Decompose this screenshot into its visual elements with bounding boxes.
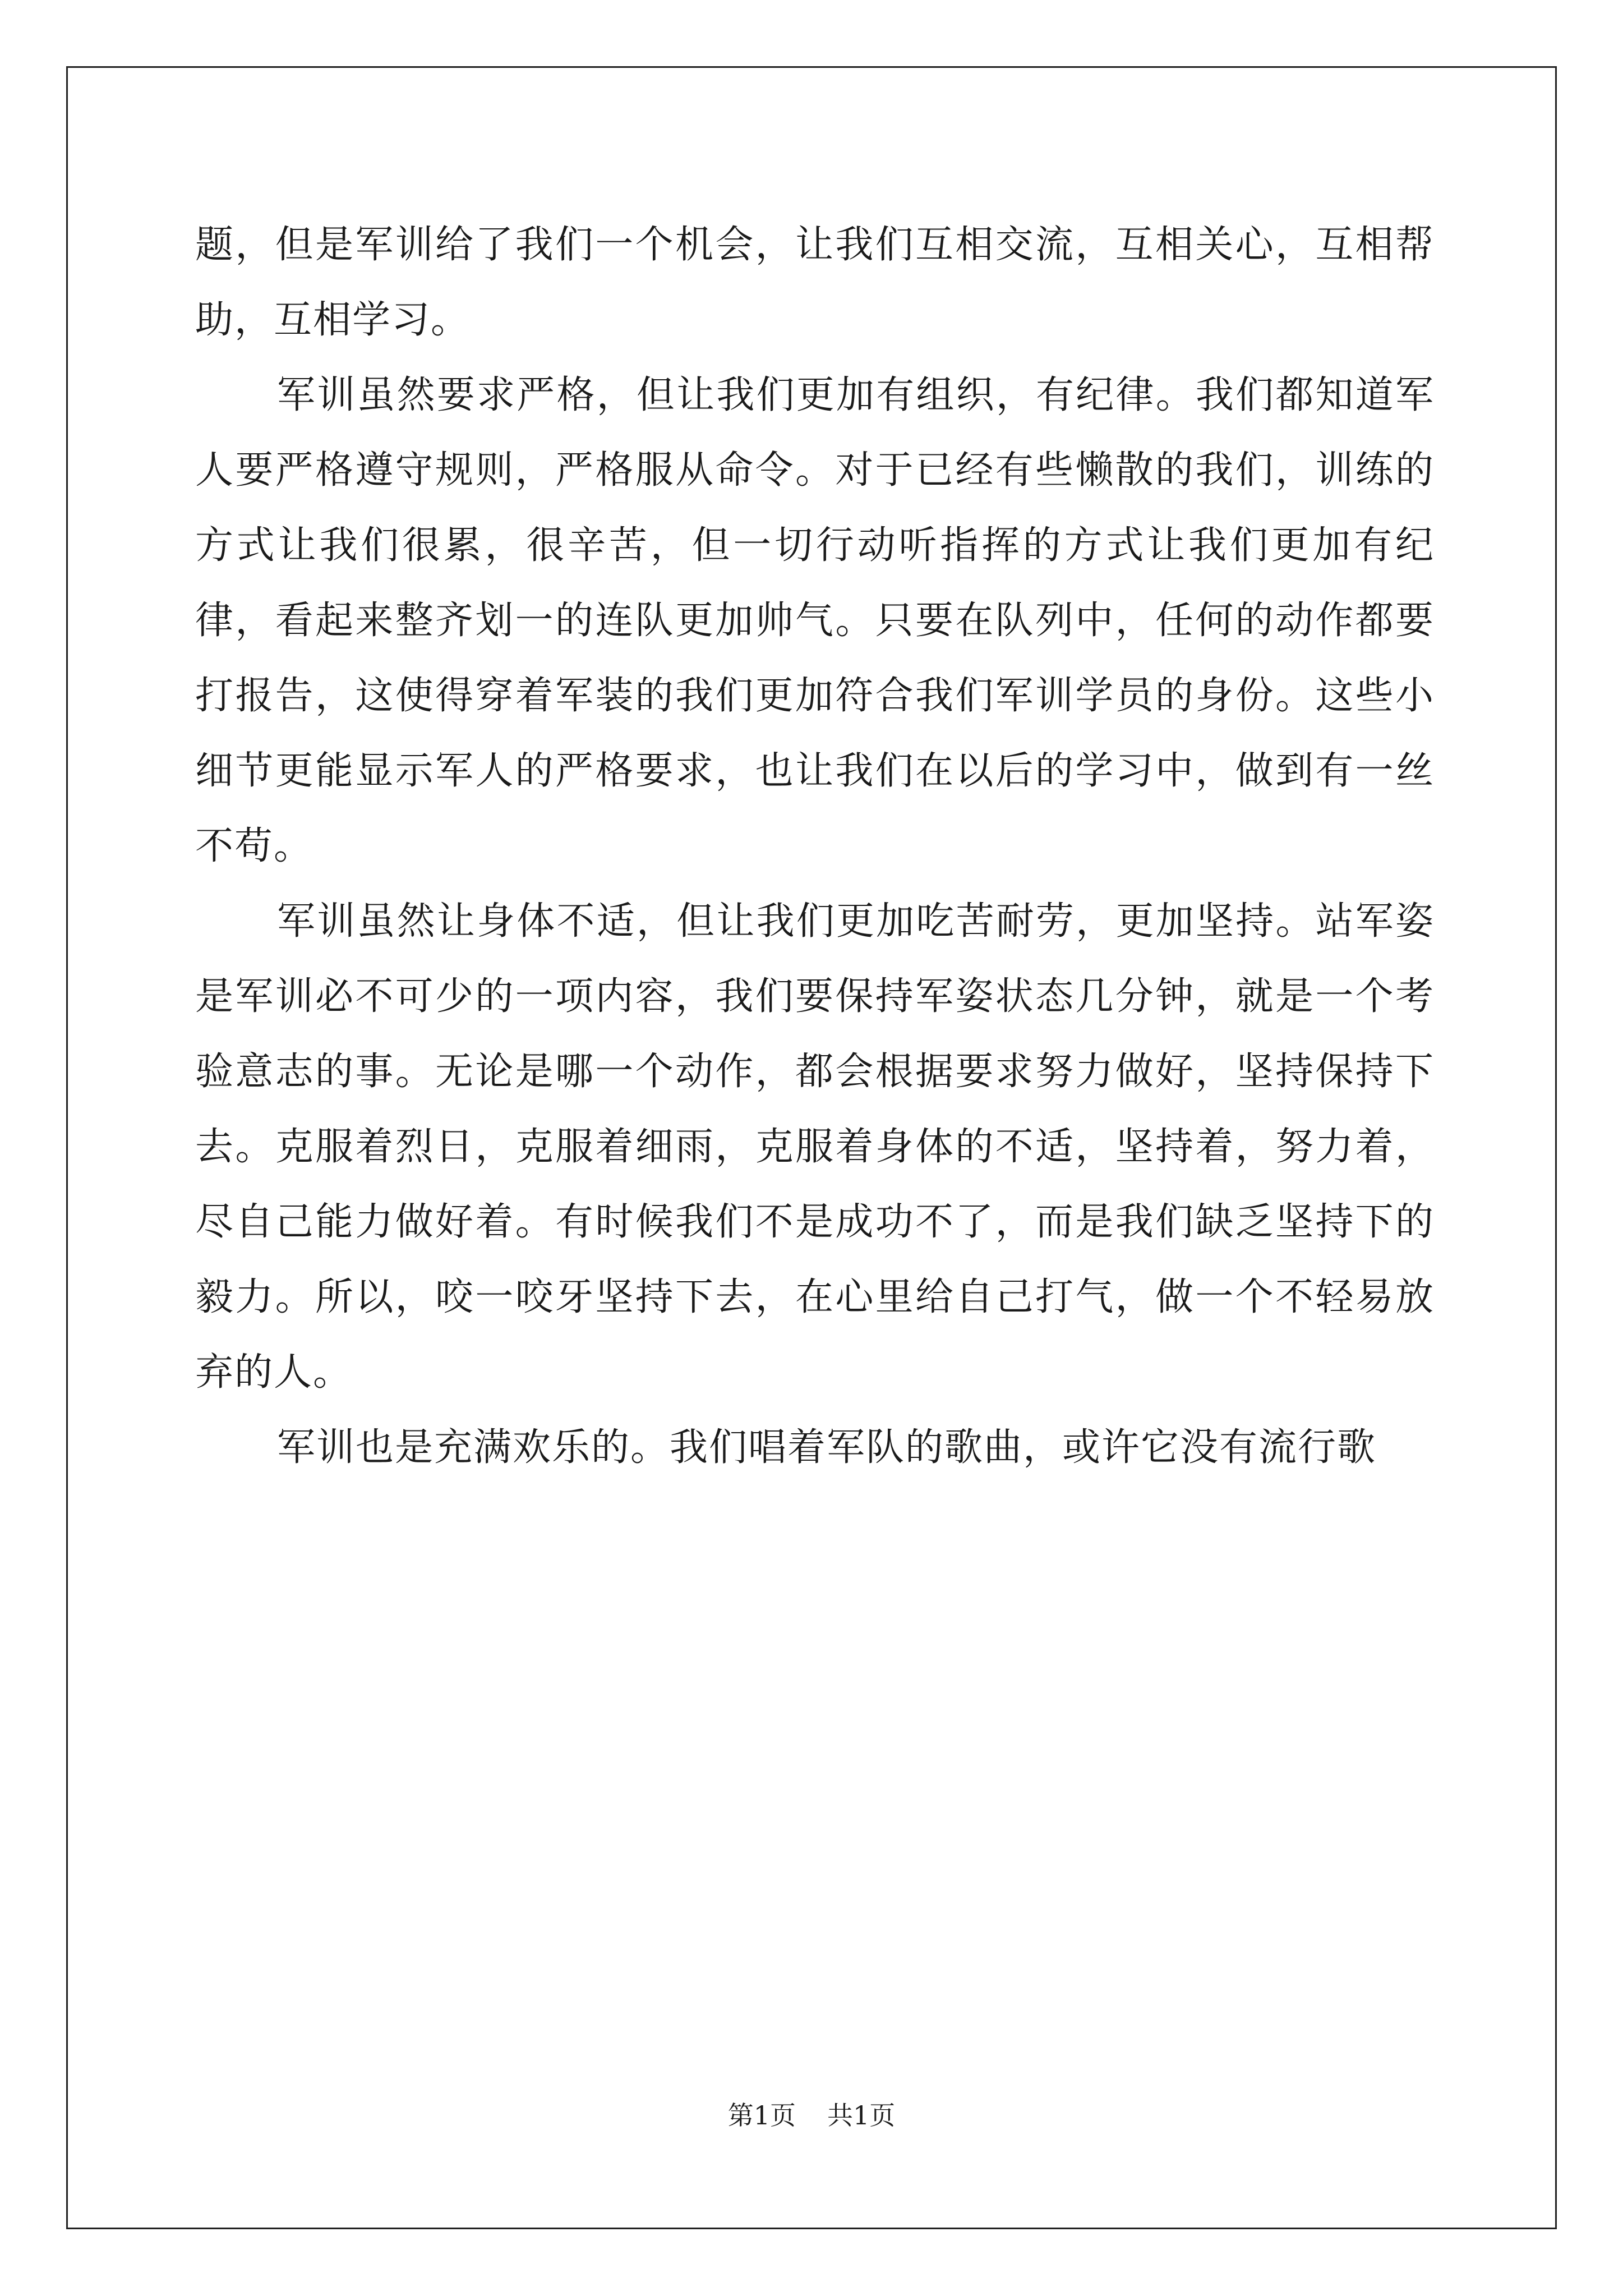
- page-footer: [0, 2095, 1623, 2132]
- paragraph-discipline: 军训虽然要求严格，但让我们更加有组织，有纪律。我们都知道军人要严格遵守规则，严格服从命令。对于已经有些懒散的我们，训练的方式让我们很累，很辛苦，但一切行动听指挥的方式让我们更加有纪律，看起来整齐划一的连队更加帅气。只要在队列中，任何的动作都要打报告，这使得穿着军装的我们更加符合我们军训学员的身份。这些小细节更能显示军人的严格要求，也让我们在以后的学习中，做到有一丝不苟。: [195, 373, 1435, 868]
- paragraph-joy: 军训也是充满欢乐的。我们唱着军队的歌曲，或许它没有流行歌: [277, 1425, 1377, 1470]
- paragraph-perseverance: 军训虽然让身体不适，但让我们更加吃苦耐劳，更加坚持。站军姿是军训必不可少的一项内容，我们要保持军姿状态几分钟，就是一个考验意志的事。无论是哪一个动作，都会根据要求努力做好，坚持保持下去。克服着烈日，克服着细雨，克服着身体的不适，坚持着，努力着，尽自己能力做好着。有时候我们不是成功不了，而是我们缺乏坚持下的毅力。所以，咬一咬牙坚持下去，在心里给自己打气，做一个不轻易放弃的人。: [195, 899, 1435, 1395]
- paragraph-continuation: 题，但是军训给了我们一个机会，让我们互相交流，互相关心，互相帮助，互相学习。: [195, 223, 1435, 342]
- page-total: 共1页: [827, 2100, 896, 2131]
- page-number: 第1页: [727, 2100, 796, 2131]
- document-body: [195, 208, 1435, 1485]
